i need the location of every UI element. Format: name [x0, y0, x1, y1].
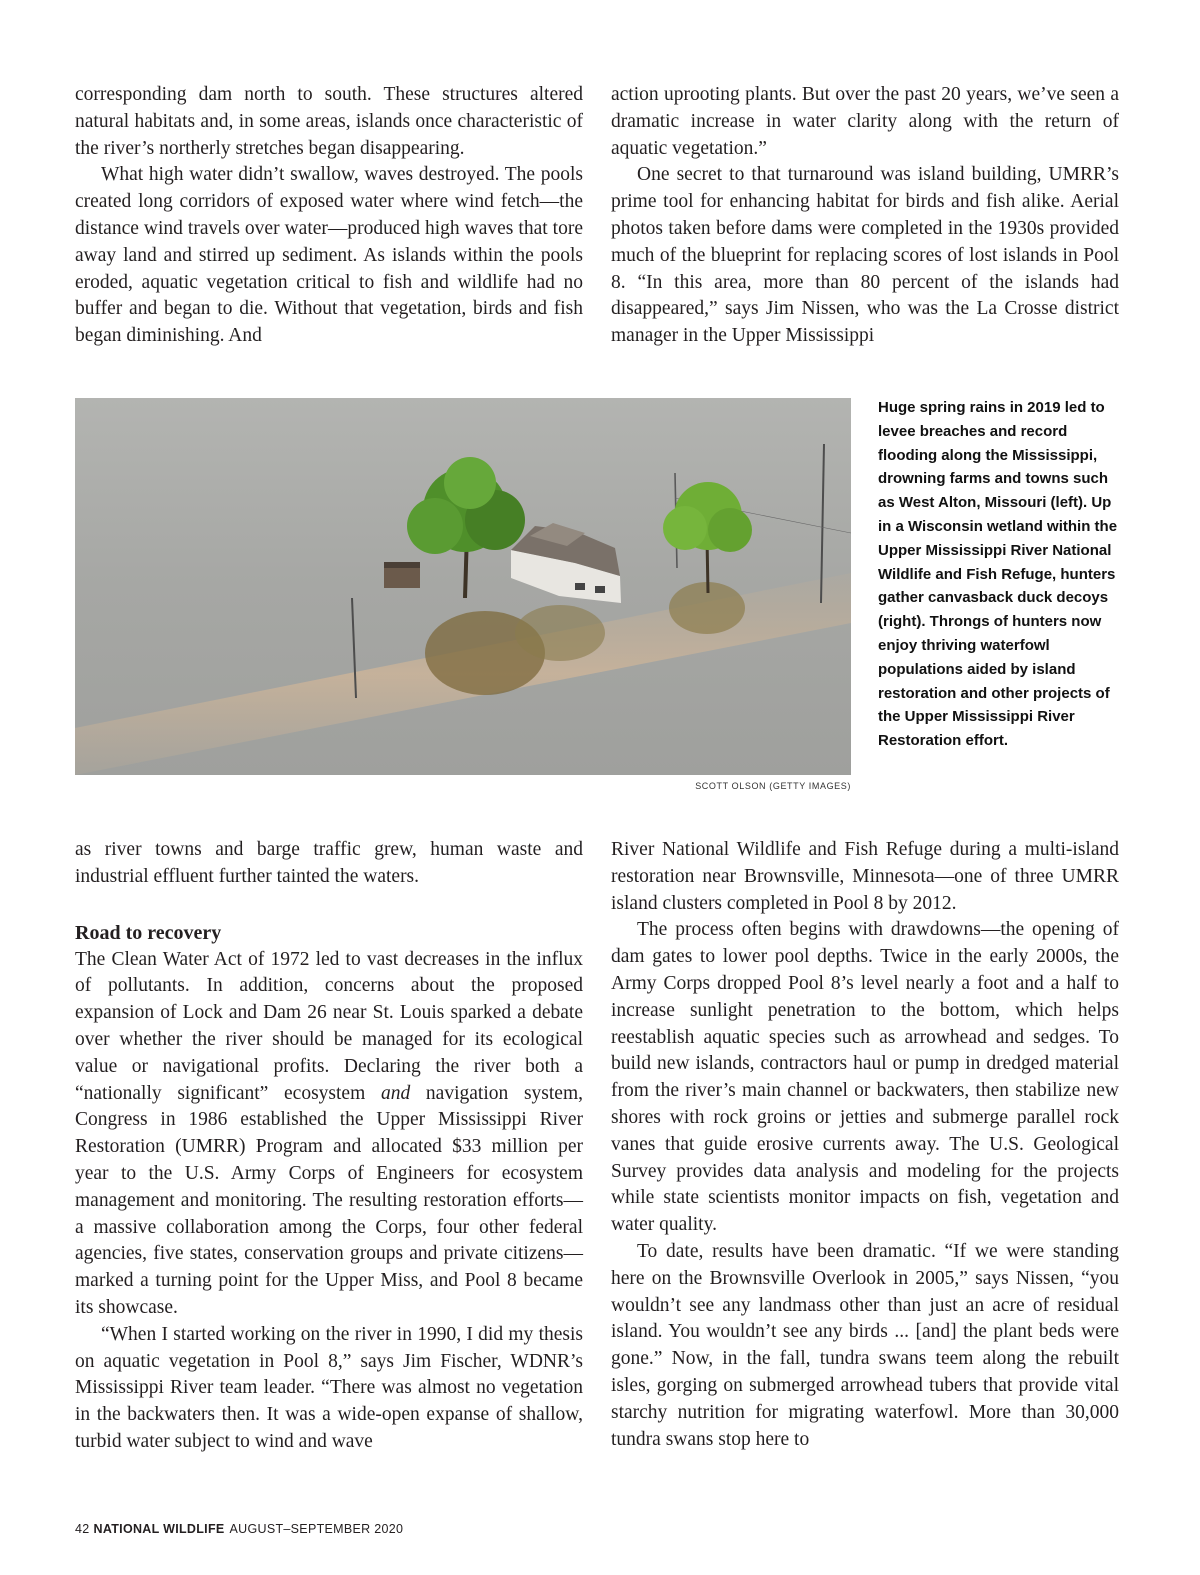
paragraph: action uprooting plants. But over the past 20 years, we’ve seen a dramatic increase in water clarity along with the return of aquatic vegetation.”: [611, 84, 1119, 159]
page-footer: [75, 1522, 403, 1536]
paragraph: To date, results have been dramatic. “If we were standing here on the Brownsville Overlook in 2005,” says Nissen, “you wouldn’t see any landmass other than just an acre of residual island. You wouldn’t see any birds ... [and] the plant beds were gone.” Now, in the fall, tundra swans teem along the rebuilt isles, gorging on submerged arrowhead tubers that provide vital starchy nutrition for migrating waterfowl. More than 30,000 tundra swans stop here to: [611, 1240, 1119, 1450]
paragraph: “When I started working on the river in 1990, I did my thesis on aquatic vegetation in Pool 8,” says Jim Fischer, WDNR’s Mississippi River team leader. “There was almost no vegetation in the backwaters then. It was a wide-open expanse of shallow, turbid water subject to wind and wave: [75, 1323, 583, 1452]
article-column-bottom-right: [611, 837, 1119, 1453]
section-heading: Road to recovery: [75, 921, 222, 944]
page-number: 42: [75, 1522, 90, 1536]
photo-credit: SCOTT OLSON (GETTY IMAGES): [695, 781, 851, 791]
paragraph: The process often begins with drawdowns—the opening of dam gates to lower pool depths. Twice in the early 2000s, the Army Corps dropped Pool 8’s level nearly a foot and a half to increase sunlight penetration to the bottom, which helps reestablish aquatic species such as arrowhead and sedges. To build new islands, contractors haul or pump in dredged material from the river’s main channel or backwaters, then stabilize new shores with rock groins or jetties and submerge parallel rock vanes that guide erosive currents away. The U.S. Geological Survey provides data analysis and modeling for the projects while state scientists monitor impacts on fish, vegetation and water quality.: [611, 919, 1119, 1236]
paragraph: What high water didn’t swallow, waves destroyed. The pools created long corridors of exposed water where wind fetch—the distance wind travels over water—produced high waves that tore away land and stirred up sediment. As islands within the pools eroded, aquatic vegetation critical to fish and wildlife had no buffer and began to die. Without that vegetation, birds and fish began diminishing. And: [75, 164, 583, 347]
paragraph: River National Wildlife and Fish Refuge during a multi-island restoration near Brownsville, Minnesota—one of three UMRR island clusters completed in Pool 8 by 2012.: [611, 839, 1119, 914]
article-column-top-right: [611, 82, 1119, 350]
article-column-bottom-left: [75, 837, 583, 1456]
article-column-top-left: [75, 82, 583, 350]
magazine-name: NATIONAL WILDLIFE: [93, 1522, 225, 1536]
paragraph: One secret to that turnaround was island building, UMRR’s prime tool for enhancing habitat for birds and fish alike. Aerial photos taken before dams were completed in the 1930s provided much of the blueprint for replacing scores of lost islands in Pool 8. “In this area, more than 80 percent of the islands had disappeared,” says Jim Nissen, who was the La Crosse district manager in the Upper Mississippi: [611, 164, 1119, 347]
flood-photo: [75, 398, 851, 775]
photo-caption: Huge spring rains in 2019 led to levee breaches and record flooding along the Mississippi, drowning farms and towns such as West Alton, Missouri (left). Up in a Wisconsin wetland within the Upper Mississippi River National Wildlife and Fish Refuge, hunters gather canvasback duck decoys (right). Throngs of hunters now enjoy thriving waterfowl populations aided by island restoration and other projects of the Upper Mississippi River Restoration effort.: [878, 399, 1118, 750]
issue-date: AUGUST–SEPTEMBER 2020: [229, 1522, 404, 1536]
paragraph: The Clean Water Act of 1972 led to vast decreases in the influx of pollutants. In addition, concerns about the proposed expansion of Lock and Dam 26 near St. Louis sparked a debate over whether the river should be managed for its ecological value or navigational profits. Declaring the river both a “nationally significant” ecosystem and navigation system, Congress in 1986 established the Upper Mississippi River Restoration (UMRR) Program and allocated $33 million per year to the U.S. Army Corps of Engineers for ecosystem management and monitoring. The resulting restoration efforts—a massive collaboration among the Corps, four other federal agencies, five states, conservation groups and private citizens—marked a turning point for the Upper Miss, and Pool 8 became its showcase.: [75, 948, 583, 1318]
paragraph: as river towns and barge traffic grew, human waste and industrial effluent further tainted the waters.: [75, 839, 583, 887]
paragraph: corresponding dam north to south. These structures altered natural habitats and, in some areas, islands once characteristic of the river’s northerly stretches began disappearing.: [75, 84, 583, 159]
